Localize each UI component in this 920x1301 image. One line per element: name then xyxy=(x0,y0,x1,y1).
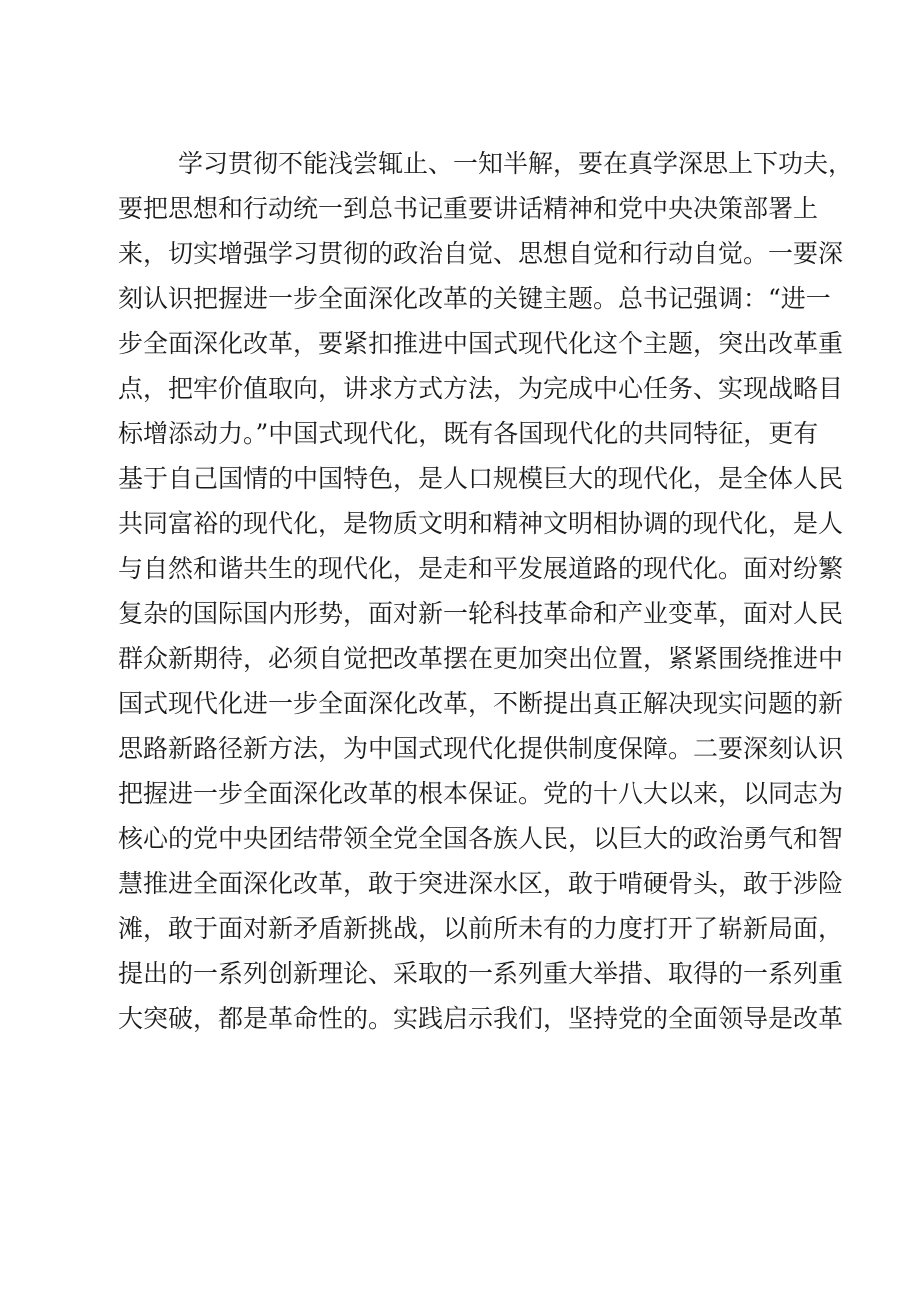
text-line: 思路新路径新方法，为中国式现代化提供制度保障。二要深刻认识 xyxy=(118,734,844,763)
text-line: 提出的一系列创新理论、采取的一系列重大举措、取得的一系列重 xyxy=(118,959,844,988)
text-line: 要把思想和行动统一到总书记重要讲话精神和党中央决策部署上 xyxy=(118,194,819,223)
text-line: 慧推进全面深化改革，敢于突进深水区，敢于啃硬骨头，敢于涉险 xyxy=(118,869,844,898)
text-line: 把握进一步全面深化改革的根本保证。党的十八大以来，以同志为 xyxy=(118,779,844,808)
text-line: 来，切实增强学习贯彻的政治自觉、思想自觉和行动自觉。一要深 xyxy=(118,239,844,268)
text-line: 步全面深化改革，要紧扣推进中国式现代化这个主题，突出改革重 xyxy=(118,329,844,358)
text-line: 大突破，都是革命性的。实践启示我们，坚持党的全面领导是改革 xyxy=(118,1004,844,1033)
text-line: 群众新期待，必须自觉把改革摆在更加突出位置，紧紧围绕推进中 xyxy=(118,644,844,673)
text-line: 点，把牢价值取向，讲求方式方法，为完成中心任务、实现战略目 xyxy=(118,374,844,403)
text-line: 基于自己国情的中国特色，是人口规模巨大的现代化，是全体人民 xyxy=(118,464,844,493)
text-line: 滩，敢于面对新矛盾新挑战，以前所未有的力度打开了崭新局面， xyxy=(118,914,844,943)
body-paragraph xyxy=(118,141,854,1041)
text-line: 标增添动力。”中国式现代化，既有各国现代化的共同特征，更有 xyxy=(118,419,819,448)
text-line: 复杂的国际国内形势，面对新一轮科技革命和产业变革，面对人民 xyxy=(118,599,844,628)
text-line: 刻认识把握进一步全面深化改革的关键主题。总书记强调：“进一 xyxy=(118,284,831,313)
text-line: 共同富裕的现代化，是物质文明和精神文明相协调的现代化，是人 xyxy=(118,509,844,538)
text-line: 国式现代化进一步全面深化改革，不断提出真正解决现实问题的新 xyxy=(118,689,844,718)
text-line: 核心的党中央团结带领全党全国各族人民，以巨大的政治勇气和智 xyxy=(118,824,844,853)
text-line: 与自然和谐共生的现代化，是走和平发展道路的现代化。面对纷繁 xyxy=(118,554,844,583)
text-line: 学习贯彻不能浅尝辄止、一知半解，要在真学深思上下功夫， xyxy=(178,149,854,178)
